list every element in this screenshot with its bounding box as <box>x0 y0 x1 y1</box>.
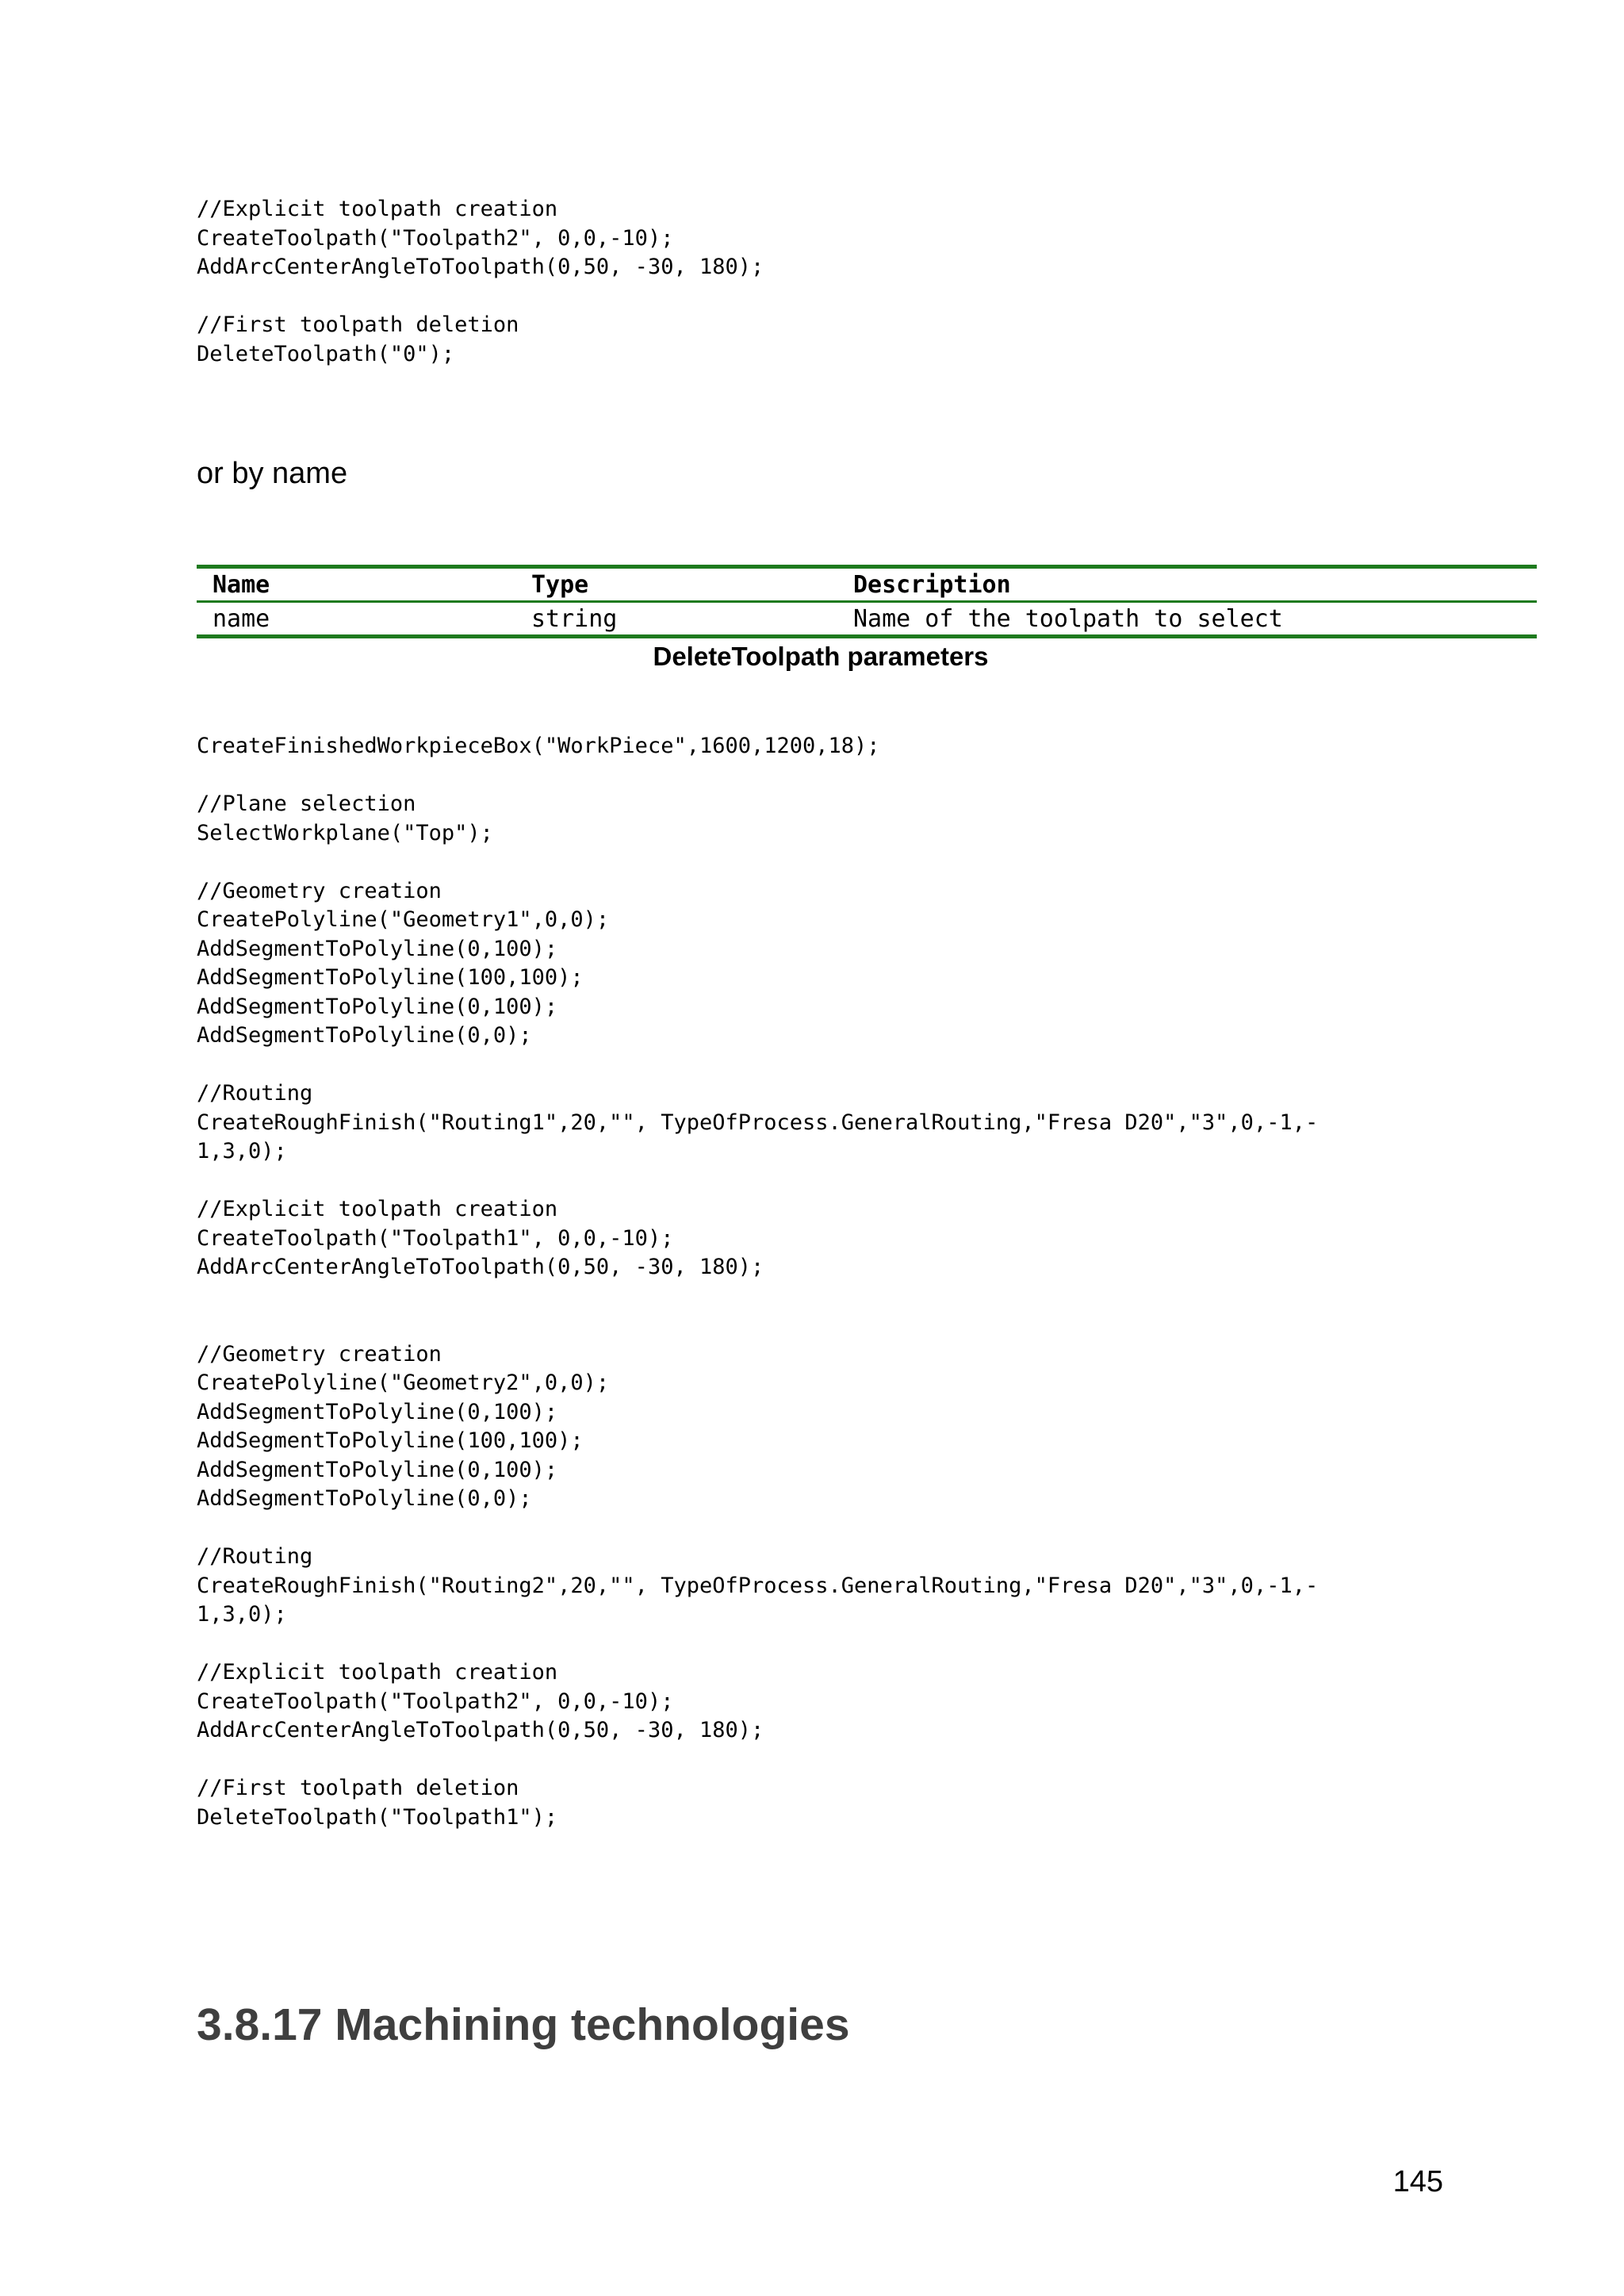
table-caption: DeleteToolpath parameters <box>653 642 989 671</box>
code-block-2 <box>197 732 1318 1832</box>
code-line: AddSegmentToPolyline(100,100); <box>197 1428 584 1453</box>
code-line: CreateRoughFinish("Routing2",20,"", TypeOfProcess.GeneralRouting,"Fresa D20","3",0,-1,- <box>197 1573 1319 1598</box>
code-line: //Plane selection <box>197 792 416 816</box>
table-row <box>197 602 1537 637</box>
code-line: CreatePolyline("Geometry2",0,0); <box>197 1370 610 1395</box>
code-line: DeleteToolpath("Toolpath1"); <box>197 1804 558 1830</box>
code-line: CreateRoughFinish("Routing1",20,"", TypeOfProcess.GeneralRouting,"Fresa D20","3",0,-1,- <box>197 1110 1319 1135</box>
code-line: CreateToolpath("Toolpath2", 0,0,-10); <box>197 225 674 251</box>
code-line: AddSegmentToPolyline(0,0); <box>197 1486 532 1511</box>
table-header-row <box>197 567 1537 602</box>
code-line <box>197 761 1318 791</box>
code-line: //Explicit toolpath creation <box>197 1197 558 1221</box>
code-line <box>197 1630 1318 1659</box>
code-line: 1,3,0); <box>197 1139 287 1163</box>
column-header-description: Description <box>853 570 1011 599</box>
cell-name: name <box>213 604 270 633</box>
section-heading: 3.8.17 Machining technologies <box>197 1999 850 2050</box>
code-line: CreatePolyline("Geometry1",0,0); <box>197 907 610 932</box>
cell-description: Name of the toolpath to select <box>853 604 1283 633</box>
column-header-name: Name <box>213 570 270 599</box>
code-line: //Explicit toolpath creation <box>197 1660 558 1685</box>
code-line <box>197 1167 1318 1196</box>
code-line: CreateFinishedWorkpieceBox("WorkPiece",1600,1200,18); <box>197 734 880 758</box>
code-line: AddSegmentToPolyline(0,0); <box>197 1023 532 1048</box>
cell-type: string <box>531 604 618 633</box>
code-line: AddSegmentToPolyline(100,100); <box>197 965 584 990</box>
code-line <box>197 1311 1318 1340</box>
code-line <box>197 848 1318 877</box>
code-line: SelectWorkplane("Top"); <box>197 820 493 845</box>
code-line: //Routing <box>197 1081 313 1106</box>
parameters-table <box>197 565 1537 638</box>
code-line <box>197 1746 1318 1775</box>
code-line: AddSegmentToPolyline(0,100); <box>197 1457 558 1482</box>
code-line <box>197 282 764 312</box>
code-line: AddSegmentToPolyline(0,100); <box>197 1399 558 1424</box>
code-line: 1,3,0); <box>197 1602 287 1627</box>
code-line: //Geometry creation <box>197 1341 442 1366</box>
code-line: AddArcCenterAngleToToolpath(0,50, -30, 180); <box>197 255 764 279</box>
code-line: CreateToolpath("Toolpath2", 0,0,-10); <box>197 1688 674 1714</box>
column-header-type: Type <box>531 570 589 599</box>
code-line: AddSegmentToPolyline(0,100); <box>197 936 558 961</box>
code-line <box>197 1514 1318 1543</box>
body-text: or by name <box>197 457 348 490</box>
code-line: DeleteToolpath("0"); <box>197 341 455 366</box>
code-line: AddArcCenterAngleToToolpath(0,50, -30, 180); <box>197 1255 764 1279</box>
code-block-1 <box>197 195 764 369</box>
code-line: AddArcCenterAngleToToolpath(0,50, -30, 180); <box>197 1718 764 1742</box>
code-line: //First toolpath deletion <box>197 1776 519 1800</box>
code-line: //First toolpath deletion <box>197 312 519 337</box>
code-line: CreateToolpath("Toolpath1", 0,0,-10); <box>197 1225 674 1251</box>
code-line: //Routing <box>197 1544 313 1569</box>
code-line: //Explicit toolpath creation <box>197 197 558 221</box>
code-line: //Geometry creation <box>197 878 442 903</box>
page-number: 145 <box>1392 2165 1443 2198</box>
code-line <box>197 1051 1318 1080</box>
code-line <box>197 1282 1318 1312</box>
code-line: AddSegmentToPolyline(0,100); <box>197 994 558 1019</box>
